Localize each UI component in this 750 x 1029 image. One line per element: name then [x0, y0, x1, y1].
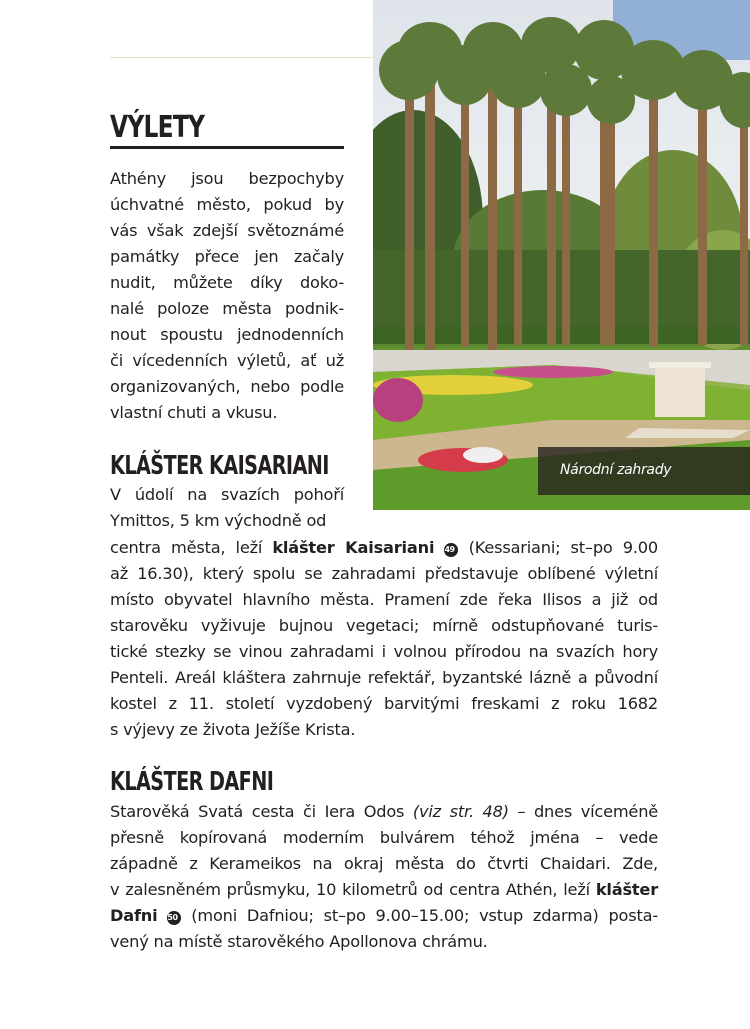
cross-reference: (viz str. 48): [412, 802, 509, 821]
kaisariani-line: V údolí na svazích pohoří: [110, 485, 344, 504]
kaisariani-paragraph: [110, 535, 658, 743]
place-name-kaisariani: klášter Kaisariani: [272, 538, 435, 557]
intro-line: vlastní chuti a vkusu.: [110, 403, 278, 422]
intro-line: úchvatné město, pokud by: [110, 195, 344, 214]
kaisariani-line: až 16.30), který spolu se zahradami představuje oblíbené výletní: [110, 564, 658, 583]
text-run: (moni Dafniou; st–po 9.00–15.00; vstup zdarma) posta-: [181, 906, 658, 925]
text-run: – dnes víceméně: [508, 802, 659, 821]
intro-line: Athény jsou bezpochyby: [110, 169, 344, 188]
dafni-line: [110, 877, 658, 903]
place-name-dafni: Dafni: [110, 906, 158, 925]
intro-line: nalé poloze města podnik-: [110, 299, 344, 318]
text-run: centra města, leží: [110, 538, 273, 557]
dafni-line: vený na místě starověkého Apollonova chrámu.: [110, 932, 488, 951]
kaisariani-line: [110, 535, 658, 561]
dafni-paragraph: [110, 799, 658, 955]
dafni-line: [110, 799, 658, 825]
section-title-underline: [110, 146, 344, 149]
dafni-heading: KLÁŠTER DAFNI: [110, 767, 274, 797]
kaisariani-intro: [110, 482, 344, 534]
text-run: v zalesněném průsmyku, 10 kilometrů od centra Athén, leží: [110, 880, 596, 899]
kaisariani-line: tické stezky se vinou zahradami i volnou přírodou na svazích hory: [110, 642, 658, 661]
dafni-line: přesně kopírovaná moderním bulvárem téhož jména – vede: [110, 828, 658, 847]
intro-paragraph: [110, 166, 344, 426]
kaisariani-line: starověku vyživuje bujnou vegetaci; mírně odstupňované turis-: [110, 616, 658, 635]
palm-garden-illustration: [373, 0, 750, 510]
map-marker-icon: 50: [167, 911, 181, 925]
kaisariani-line: Ymittos, 5 km východně od: [110, 511, 327, 530]
intro-line: vás však zdejší světoznámé: [110, 221, 344, 240]
kaisariani-line: Penteli. Areál kláštera zahrnuje refektář, byzantské lázně a původní: [110, 668, 658, 687]
kaisariani-heading: KLÁŠTER KAISARIANI: [110, 451, 329, 481]
text-run: Starověká Svatá cesta či Iera Odos: [110, 802, 413, 821]
intro-line: organizovaných, nebo podle: [110, 377, 344, 396]
dafni-line: [110, 903, 658, 929]
map-marker-icon: 49: [444, 543, 458, 557]
national-garden-photo: [373, 0, 750, 510]
intro-line: nudit, můžete díky doko-: [110, 273, 344, 292]
kaisariani-line: kostel z 11. století vyzdobený barvitými freskami z roku 1682: [110, 694, 658, 713]
place-name-klaster: klášter: [595, 880, 658, 899]
section-title: VÝLETY: [110, 110, 205, 145]
photo-caption: Národní zahrady: [538, 447, 750, 495]
intro-line: památky přece jen začaly: [110, 247, 344, 266]
intro-line: či vícedenních výletů, ať už: [110, 351, 344, 370]
kaisariani-line: místo obyvatel hlavního města. Pramení zde řeka Ilisos a již od: [110, 590, 658, 609]
kaisariani-line: s výjevy ze života Ježíše Krista.: [110, 720, 356, 739]
intro-line: nout spoustu jednodenních: [110, 325, 344, 344]
text-run: (Kessariani; st–po 9.00: [458, 538, 659, 557]
top-decorative-rule: [110, 57, 373, 58]
dafni-line: západně z Kerameikos na okraj města do čtvrti Chaidari. Zde,: [110, 854, 658, 873]
